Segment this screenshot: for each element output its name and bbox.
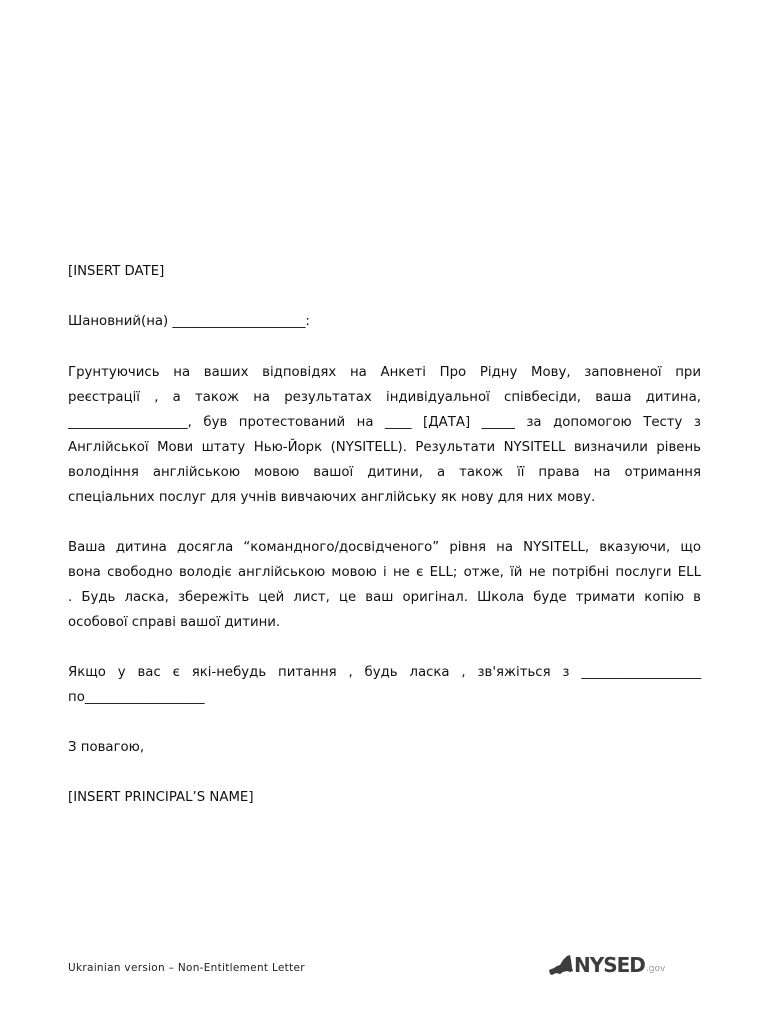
paragraph-line: Ваша дитина досягла “командного/досвідченого” рівня на NYSITELL, вказуючи, що — [68, 540, 701, 555]
paragraph-test-results — [68, 360, 701, 510]
paragraph-proficiency — [68, 535, 701, 635]
date-placeholder: [INSERT DATE] — [68, 264, 165, 279]
paragraph-line: реєстрації , а також на результатах індивідуальної співбесіди, ваша дитина, — [68, 390, 701, 405]
nysed-logo-suffix: .gov — [645, 964, 666, 974]
paragraph-line: Якщо у вас є які-небудь питання , будь ласка , зв'яжіться з __________________ — [68, 665, 701, 680]
salutation: Шановний(на) ____________________: — [68, 314, 310, 329]
paragraph-line: . Будь ласка, збережіть цей лист, це ваш оригінал. Школа буде тримати копію в — [68, 590, 701, 605]
paragraph-line: по__________________ — [68, 690, 205, 705]
paragraph-line: __________________, був протестований на ____ [ДАТА] _____ за допомогою Тесту з — [68, 415, 701, 430]
new-york-state-map-icon — [548, 954, 574, 976]
paragraph-line: Англійської Мови штату Нью-Йорк (NYSITELL). Результати NYSITELL визначили рівень — [68, 440, 701, 455]
signature-placeholder: [INSERT PRINCIPAL’S NAME] — [68, 790, 254, 805]
paragraph-line: особової справі вашої дитини. — [68, 615, 281, 630]
nysed-logo-text: NYSED — [574, 953, 645, 977]
paragraph-line: володіння англійською мовою вашої дитини, а також її права на отримання — [68, 465, 701, 480]
paragraph-line: спеціальних послуг для учнів вивчаючих англійську як нову для них мову. — [68, 490, 596, 505]
closing: З повагою, — [68, 740, 145, 755]
paragraph-line: Грунтуючись на ваших відповідях на Анкеті Про Рідну Мову, заповненої при — [68, 365, 701, 380]
paragraph-contact — [68, 660, 701, 710]
footer-version-text: Ukrainian version – Non-Entitlement Letter — [68, 962, 305, 974]
paragraph-line: вона свободно володіє англійською мовою і не є ELL; отже, їй не потрібні послуги ELL — [68, 565, 701, 580]
nysed-logo — [548, 948, 665, 976]
